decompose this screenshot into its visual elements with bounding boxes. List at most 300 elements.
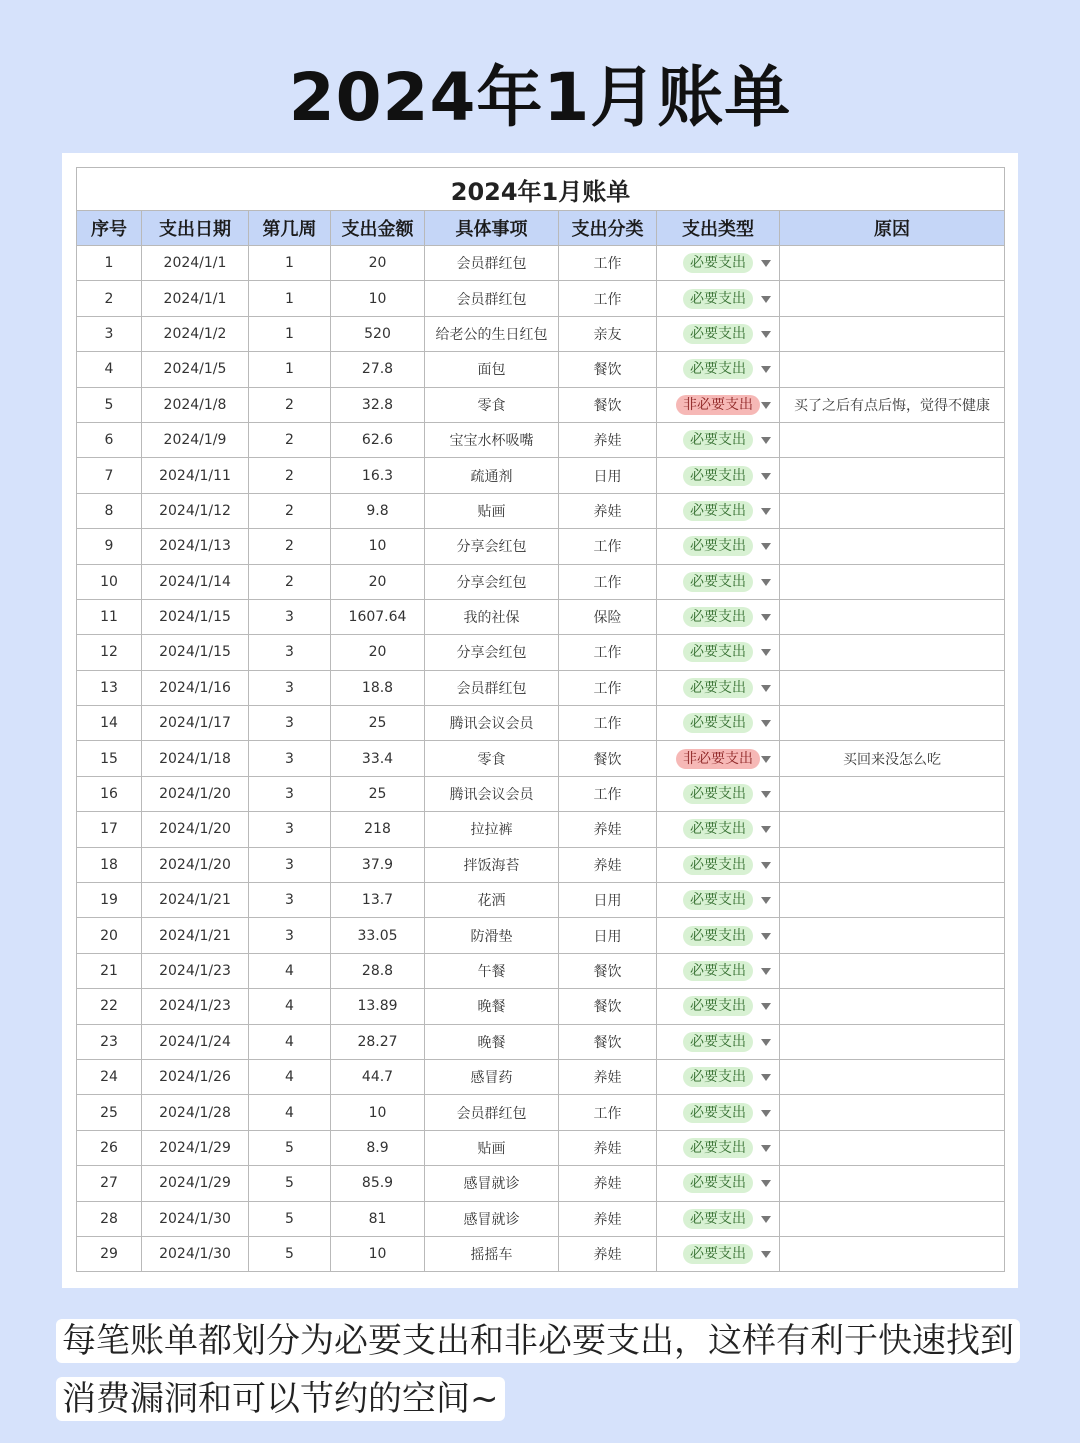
- cell-reason: 买回来没怎么吃: [780, 741, 1005, 776]
- cell-date: 2024/1/8: [142, 387, 249, 422]
- caret-down-icon[interactable]: [761, 614, 771, 621]
- type-dropdown[interactable]: [657, 1024, 780, 1059]
- page-title: 2024年1月账单: [288, 59, 792, 136]
- cell-item: 贴画: [425, 1130, 559, 1165]
- caret-down-icon[interactable]: [761, 1145, 771, 1152]
- caret-down-icon[interactable]: [761, 1074, 771, 1081]
- cell-date: 2024/1/20: [142, 812, 249, 847]
- cell-no: 10: [77, 564, 142, 599]
- cell-item: 会员群红包: [425, 670, 559, 705]
- header-type: 支出类型: [657, 211, 780, 246]
- cell-week: 3: [249, 918, 331, 953]
- table-row: [77, 989, 1005, 1024]
- cell-date: 2024/1/15: [142, 599, 249, 634]
- type-badge: 必要支出: [683, 996, 753, 1016]
- type-dropdown[interactable]: [657, 493, 780, 528]
- type-dropdown[interactable]: [657, 387, 780, 422]
- cell-reason: [780, 1236, 1005, 1271]
- type-badge: 必要支出: [683, 784, 753, 804]
- cell-item: 晚餐: [425, 989, 559, 1024]
- cell-category: 工作: [559, 706, 657, 741]
- cell-date: 2024/1/24: [142, 1024, 249, 1059]
- cell-date: 2024/1/2: [142, 316, 249, 351]
- spreadsheet-panel: [62, 153, 1018, 1288]
- cell-no: 23: [77, 1024, 142, 1059]
- cell-category: 工作: [559, 776, 657, 811]
- cell-category: 养娃: [559, 1166, 657, 1201]
- cell-amount: 62.6: [331, 422, 425, 457]
- cell-item: 拌饭海苔: [425, 847, 559, 882]
- type-dropdown[interactable]: [657, 316, 780, 351]
- cell-date: 2024/1/16: [142, 670, 249, 705]
- cell-item: 腾讯会议会员: [425, 776, 559, 811]
- caret-down-icon[interactable]: [761, 968, 771, 975]
- type-badge: 必要支出: [683, 1067, 753, 1087]
- cell-category: 养娃: [559, 847, 657, 882]
- table-row: [77, 741, 1005, 776]
- type-dropdown[interactable]: [657, 918, 780, 953]
- type-dropdown[interactable]: [657, 812, 780, 847]
- cell-no: 9: [77, 529, 142, 564]
- cell-category: 养娃: [559, 1236, 657, 1271]
- cell-reason: [780, 422, 1005, 457]
- caret-down-icon[interactable]: [761, 437, 771, 444]
- cell-no: 8: [77, 493, 142, 528]
- cell-reason: [780, 670, 1005, 705]
- cell-amount: 20: [331, 635, 425, 670]
- cell-amount: 20: [331, 246, 425, 281]
- cell-item: 感冒药: [425, 1059, 559, 1094]
- cell-no: 24: [77, 1059, 142, 1094]
- cell-item: 面包: [425, 352, 559, 387]
- cell-reason: [780, 883, 1005, 918]
- type-dropdown[interactable]: [657, 670, 780, 705]
- type-dropdown[interactable]: [657, 564, 780, 599]
- table-row: [77, 1095, 1005, 1130]
- cell-amount: 33.4: [331, 741, 425, 776]
- cell-amount: 85.9: [331, 1166, 425, 1201]
- cell-week: 2: [249, 422, 331, 457]
- cell-week: 1: [249, 352, 331, 387]
- cell-category: 日用: [559, 883, 657, 918]
- cell-amount: 25: [331, 776, 425, 811]
- cell-no: 3: [77, 316, 142, 351]
- type-badge: 必要支出: [683, 324, 753, 344]
- type-badge: 必要支出: [683, 819, 753, 839]
- cell-date: 2024/1/23: [142, 953, 249, 988]
- caret-down-icon[interactable]: [761, 473, 771, 480]
- table-row: [77, 847, 1005, 882]
- cell-no: 7: [77, 458, 142, 493]
- header-amount: 支出金额: [331, 211, 425, 246]
- type-badge: 必要支出: [683, 1138, 753, 1158]
- table-row: [77, 706, 1005, 741]
- cell-reason: [780, 706, 1005, 741]
- type-badge: 必要支出: [683, 713, 753, 733]
- cell-reason: [780, 1201, 1005, 1236]
- type-badge: 必要支出: [683, 678, 753, 698]
- cell-date: 2024/1/13: [142, 529, 249, 564]
- caret-down-icon[interactable]: [761, 331, 771, 338]
- cell-date: 2024/1/11: [142, 458, 249, 493]
- caret-down-icon[interactable]: [761, 826, 771, 833]
- cell-amount: 10: [331, 1095, 425, 1130]
- cell-category: 养娃: [559, 422, 657, 457]
- table-row: [77, 812, 1005, 847]
- cell-week: 1: [249, 281, 331, 316]
- cell-date: 2024/1/15: [142, 635, 249, 670]
- cell-amount: 218: [331, 812, 425, 847]
- cell-category: 亲友: [559, 316, 657, 351]
- type-dropdown[interactable]: [657, 953, 780, 988]
- cell-reason: [780, 1024, 1005, 1059]
- cell-category: 养娃: [559, 1130, 657, 1165]
- cell-date: 2024/1/29: [142, 1130, 249, 1165]
- cell-week: 5: [249, 1236, 331, 1271]
- cell-amount: 1607.64: [331, 599, 425, 634]
- table-row: [77, 776, 1005, 811]
- cell-week: 1: [249, 246, 331, 281]
- table-body: [77, 246, 1005, 1272]
- caption-span: 每笔账单都划分为必要支出和非必要支出，这样有利于快速找到消费漏洞和可以节约的空间~: [56, 1319, 1020, 1421]
- table-row: [77, 316, 1005, 351]
- type-badge: 必要支出: [683, 289, 753, 309]
- caret-down-icon[interactable]: [761, 649, 771, 656]
- table-row: [77, 458, 1005, 493]
- cell-no: 29: [77, 1236, 142, 1271]
- bill-table: [76, 167, 1005, 1272]
- cell-no: 18: [77, 847, 142, 882]
- type-badge: 必要支出: [683, 466, 753, 486]
- cell-no: 16: [77, 776, 142, 811]
- table-row: [77, 564, 1005, 599]
- cell-category: 日用: [559, 458, 657, 493]
- cell-week: 3: [249, 599, 331, 634]
- type-badge: 必要支出: [683, 855, 753, 875]
- type-badge: 必要支出: [683, 926, 753, 946]
- header-category: 支出分类: [559, 211, 657, 246]
- cell-week: 4: [249, 1024, 331, 1059]
- cell-reason: [780, 1095, 1005, 1130]
- cell-week: 3: [249, 635, 331, 670]
- table-row: [77, 422, 1005, 457]
- type-dropdown[interactable]: [657, 1166, 780, 1201]
- table-row: [77, 529, 1005, 564]
- table-title: 2024年1月账单: [77, 168, 1005, 211]
- cell-category: 工作: [559, 281, 657, 316]
- cell-category: 保险: [559, 599, 657, 634]
- caret-down-icon[interactable]: [761, 1251, 771, 1258]
- type-dropdown[interactable]: [657, 352, 780, 387]
- cell-reason: [780, 812, 1005, 847]
- cell-week: 3: [249, 706, 331, 741]
- cell-reason: [780, 776, 1005, 811]
- cell-amount: 16.3: [331, 458, 425, 493]
- cell-amount: 28.27: [331, 1024, 425, 1059]
- cell-week: 5: [249, 1166, 331, 1201]
- cell-reason: [780, 352, 1005, 387]
- cell-reason: [780, 529, 1005, 564]
- cell-item: 给老公的生日红包: [425, 316, 559, 351]
- cell-item: 防滑垫: [425, 918, 559, 953]
- cell-no: 27: [77, 1166, 142, 1201]
- type-dropdown[interactable]: [657, 1059, 780, 1094]
- caret-down-icon[interactable]: [761, 402, 771, 409]
- cell-week: 4: [249, 953, 331, 988]
- caret-down-icon[interactable]: [761, 1039, 771, 1046]
- cell-no: 5: [77, 387, 142, 422]
- cell-amount: 10: [331, 529, 425, 564]
- type-dropdown[interactable]: [657, 776, 780, 811]
- type-dropdown[interactable]: [657, 706, 780, 741]
- type-badge: 必要支出: [683, 1209, 753, 1229]
- cell-amount: 25: [331, 706, 425, 741]
- cell-date: 2024/1/21: [142, 918, 249, 953]
- cell-week: 2: [249, 493, 331, 528]
- cell-date: 2024/1/1: [142, 281, 249, 316]
- type-badge: 必要支出: [683, 359, 753, 379]
- cell-category: 餐饮: [559, 352, 657, 387]
- cell-date: 2024/1/21: [142, 883, 249, 918]
- cell-reason: [780, 564, 1005, 599]
- cell-category: 餐饮: [559, 387, 657, 422]
- cell-item: 疏通剂: [425, 458, 559, 493]
- table-row: [77, 1236, 1005, 1271]
- cell-item: 零食: [425, 387, 559, 422]
- caret-down-icon[interactable]: [761, 756, 771, 763]
- caret-down-icon[interactable]: [761, 508, 771, 515]
- cell-item: 摇摇车: [425, 1236, 559, 1271]
- cell-date: 2024/1/9: [142, 422, 249, 457]
- cell-category: 餐饮: [559, 953, 657, 988]
- cell-amount: 13.7: [331, 883, 425, 918]
- cell-item: 花洒: [425, 883, 559, 918]
- cell-reason: [780, 1059, 1005, 1094]
- cell-week: 4: [249, 989, 331, 1024]
- caret-down-icon[interactable]: [761, 260, 771, 267]
- cell-amount: 13.89: [331, 989, 425, 1024]
- type-badge: 必要支出: [683, 253, 753, 273]
- cell-reason: [780, 281, 1005, 316]
- cell-week: 4: [249, 1095, 331, 1130]
- cell-reason: [780, 493, 1005, 528]
- cell-item: 贴画: [425, 493, 559, 528]
- cell-week: 2: [249, 529, 331, 564]
- type-dropdown[interactable]: [657, 635, 780, 670]
- cell-amount: 33.05: [331, 918, 425, 953]
- cell-category: 养娃: [559, 493, 657, 528]
- header-reason: 原因: [780, 211, 1005, 246]
- cell-amount: 8.9: [331, 1130, 425, 1165]
- type-dropdown[interactable]: [657, 246, 780, 281]
- cell-reason: [780, 918, 1005, 953]
- cell-no: 22: [77, 989, 142, 1024]
- cell-category: 餐饮: [559, 1024, 657, 1059]
- cell-amount: 44.7: [331, 1059, 425, 1094]
- caret-down-icon[interactable]: [761, 862, 771, 869]
- cell-category: 餐饮: [559, 741, 657, 776]
- cell-date: 2024/1/26: [142, 1059, 249, 1094]
- cell-category: 工作: [559, 564, 657, 599]
- type-badge: 必要支出: [683, 1244, 753, 1264]
- cell-reason: [780, 989, 1005, 1024]
- caret-down-icon[interactable]: [761, 1180, 771, 1187]
- caption-text: [56, 1312, 1026, 1428]
- type-dropdown[interactable]: [657, 1095, 780, 1130]
- cell-amount: 37.9: [331, 847, 425, 882]
- cell-date: 2024/1/1: [142, 246, 249, 281]
- caret-down-icon[interactable]: [761, 543, 771, 550]
- type-dropdown[interactable]: [657, 1236, 780, 1271]
- table-row: [77, 246, 1005, 281]
- cell-item: 会员群红包: [425, 281, 559, 316]
- caret-down-icon[interactable]: [761, 897, 771, 904]
- cell-week: 3: [249, 670, 331, 705]
- cell-no: 25: [77, 1095, 142, 1130]
- cell-item: 我的社保: [425, 599, 559, 634]
- table-row: [77, 953, 1005, 988]
- type-badge: 必要支出: [683, 890, 753, 910]
- cell-category: 养娃: [559, 1201, 657, 1236]
- cell-week: 2: [249, 564, 331, 599]
- cell-category: 工作: [559, 1095, 657, 1130]
- cell-no: 14: [77, 706, 142, 741]
- type-badge: 必要支出: [683, 536, 753, 556]
- header-date: 支出日期: [142, 211, 249, 246]
- caret-down-icon[interactable]: [761, 366, 771, 373]
- type-badge: 必要支出: [683, 1032, 753, 1052]
- caret-down-icon[interactable]: [761, 720, 771, 727]
- cell-amount: 28.8: [331, 953, 425, 988]
- type-dropdown[interactable]: [657, 281, 780, 316]
- caret-down-icon[interactable]: [761, 685, 771, 692]
- cell-week: 5: [249, 1130, 331, 1165]
- type-dropdown[interactable]: [657, 422, 780, 457]
- cell-item: 拉拉裤: [425, 812, 559, 847]
- type-badge: 必要支出: [683, 1173, 753, 1193]
- cell-reason: [780, 246, 1005, 281]
- type-dropdown[interactable]: [657, 529, 780, 564]
- cell-item: 感冒就诊: [425, 1166, 559, 1201]
- cell-week: 3: [249, 741, 331, 776]
- type-dropdown[interactable]: [657, 883, 780, 918]
- type-badge: 必要支出: [683, 642, 753, 662]
- cell-date: 2024/1/30: [142, 1201, 249, 1236]
- cell-week: 5: [249, 1201, 331, 1236]
- cell-item: 分享会红包: [425, 635, 559, 670]
- cell-reason: [780, 316, 1005, 351]
- cell-reason: [780, 1130, 1005, 1165]
- type-dropdown[interactable]: [657, 1130, 780, 1165]
- cell-date: 2024/1/28: [142, 1095, 249, 1130]
- cell-category: 养娃: [559, 812, 657, 847]
- type-badge: 非必要支出: [676, 749, 760, 769]
- header-row: [77, 211, 1005, 246]
- cell-week: 1: [249, 316, 331, 351]
- table-row: [77, 1130, 1005, 1165]
- table-row: [77, 1024, 1005, 1059]
- cell-no: 1: [77, 246, 142, 281]
- cell-item: 零食: [425, 741, 559, 776]
- cell-amount: 10: [331, 281, 425, 316]
- table-row: [77, 1201, 1005, 1236]
- cell-date: 2024/1/29: [142, 1166, 249, 1201]
- cell-reason: [780, 599, 1005, 634]
- cell-item: 宝宝水杯吸嘴: [425, 422, 559, 457]
- cell-week: 2: [249, 458, 331, 493]
- cell-reason: [780, 1166, 1005, 1201]
- caret-down-icon[interactable]: [761, 296, 771, 303]
- cell-category: 工作: [559, 529, 657, 564]
- cell-date: 2024/1/20: [142, 847, 249, 882]
- cell-no: 17: [77, 812, 142, 847]
- cell-item: 午餐: [425, 953, 559, 988]
- cell-week: 3: [249, 847, 331, 882]
- cell-week: 3: [249, 776, 331, 811]
- cell-amount: 20: [331, 564, 425, 599]
- type-dropdown[interactable]: [657, 989, 780, 1024]
- cell-no: 20: [77, 918, 142, 953]
- cell-no: 2: [77, 281, 142, 316]
- cell-amount: 27.8: [331, 352, 425, 387]
- cell-date: 2024/1/18: [142, 741, 249, 776]
- cell-reason: [780, 953, 1005, 988]
- cell-date: 2024/1/30: [142, 1236, 249, 1271]
- table-row: [77, 352, 1005, 387]
- cell-no: 19: [77, 883, 142, 918]
- table-row: [77, 387, 1005, 422]
- cell-date: 2024/1/14: [142, 564, 249, 599]
- cell-reason: 买了之后有点后悔，觉得不健康: [780, 387, 1005, 422]
- cell-category: 工作: [559, 246, 657, 281]
- type-dropdown[interactable]: [657, 599, 780, 634]
- cell-no: 4: [77, 352, 142, 387]
- type-badge: 必要支出: [683, 430, 753, 450]
- type-dropdown[interactable]: [657, 458, 780, 493]
- cell-date: 2024/1/5: [142, 352, 249, 387]
- header-week: 第几周: [249, 211, 331, 246]
- caret-down-icon[interactable]: [761, 1216, 771, 1223]
- table-row: [77, 493, 1005, 528]
- cell-week: 3: [249, 883, 331, 918]
- cell-item: 感冒就诊: [425, 1201, 559, 1236]
- cell-amount: 81: [331, 1201, 425, 1236]
- cell-item: 晚餐: [425, 1024, 559, 1059]
- cell-item: 分享会红包: [425, 564, 559, 599]
- cell-category: 工作: [559, 670, 657, 705]
- cell-no: 21: [77, 953, 142, 988]
- type-badge: 必要支出: [683, 572, 753, 592]
- header-no: 序号: [77, 211, 142, 246]
- cell-reason: [780, 635, 1005, 670]
- caret-down-icon[interactable]: [761, 791, 771, 798]
- cell-reason: [780, 458, 1005, 493]
- cell-item: 分享会红包: [425, 529, 559, 564]
- cell-no: 26: [77, 1130, 142, 1165]
- cell-amount: 32.8: [331, 387, 425, 422]
- caret-down-icon[interactable]: [761, 1110, 771, 1117]
- caret-down-icon[interactable]: [761, 933, 771, 940]
- type-dropdown[interactable]: [657, 741, 780, 776]
- type-dropdown[interactable]: [657, 847, 780, 882]
- cell-item: 会员群红包: [425, 246, 559, 281]
- type-dropdown[interactable]: [657, 1201, 780, 1236]
- table-row: [77, 635, 1005, 670]
- table-row: [77, 1166, 1005, 1201]
- caret-down-icon[interactable]: [761, 579, 771, 586]
- type-badge: 必要支出: [683, 501, 753, 521]
- caret-down-icon[interactable]: [761, 1003, 771, 1010]
